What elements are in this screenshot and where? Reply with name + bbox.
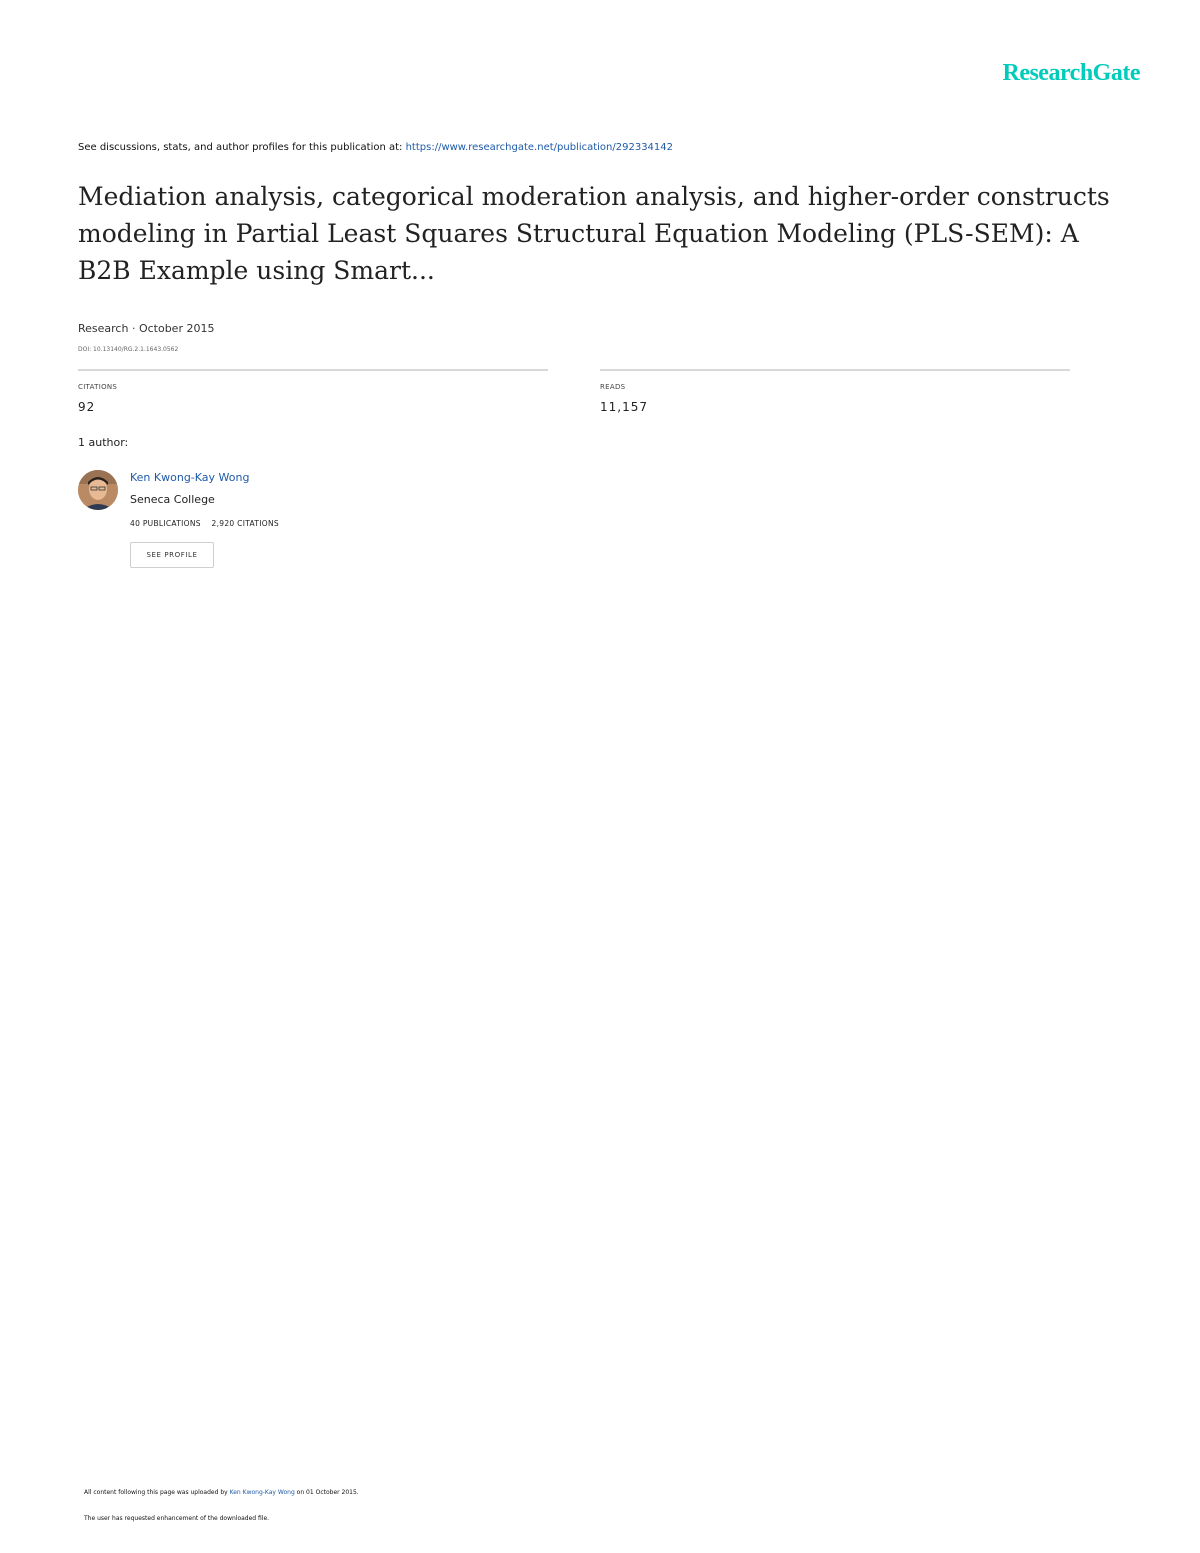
reads-divider: [600, 369, 1070, 371]
reads-value: 11,157: [600, 400, 648, 414]
upload-note-suffix: on 01 October 2015.: [296, 1489, 359, 1496]
uploader-link[interactable]: Ken Kwong-Kay Wong: [229, 1489, 295, 1496]
citations-label: CITATIONS: [78, 383, 118, 391]
author-photo-icon: [78, 470, 118, 510]
upload-note: [84, 1489, 359, 1496]
author-publications-count: 40 PUBLICATIONS: [130, 519, 201, 528]
upload-note-prefix: All content following this page was uploaded by: [84, 1489, 228, 1496]
reads-label: READS: [600, 383, 626, 391]
citations-divider: [78, 369, 548, 371]
researchgate-logo[interactable]: ResearchGate: [1002, 60, 1140, 86]
author-institution: Seneca College: [130, 493, 215, 506]
author-avatar[interactable]: [78, 470, 118, 510]
discussions-line: [78, 142, 673, 153]
see-profile-button[interactable]: SEE PROFILE: [130, 542, 214, 568]
authors-count: 1 author:: [78, 436, 129, 449]
author-name-link[interactable]: Ken Kwong-Kay Wong: [130, 471, 250, 484]
publication-title: Mediation analysis, categorical moderation analysis, and higher-order constructs modeling in Partial Least Squares Structural Equation Modeling (PLS-SEM): A B2B Example using Smart...: [78, 182, 1110, 285]
discussions-text: See discussions, stats, and author profiles for this publication at:: [78, 142, 403, 153]
publication-doi: DOI: 10.13140/RG.2.1.1643.0562: [78, 346, 179, 353]
author-stats: [130, 519, 279, 528]
citations-value: 92: [78, 400, 96, 414]
publication-type-date: Research · October 2015: [78, 322, 215, 335]
author-citations-count: 2,920 CITATIONS: [211, 519, 279, 528]
enhancement-note: The user has requested enhancement of the downloaded file.: [84, 1515, 270, 1522]
publication-link[interactable]: https://www.researchgate.net/publication/292334142: [405, 142, 674, 153]
